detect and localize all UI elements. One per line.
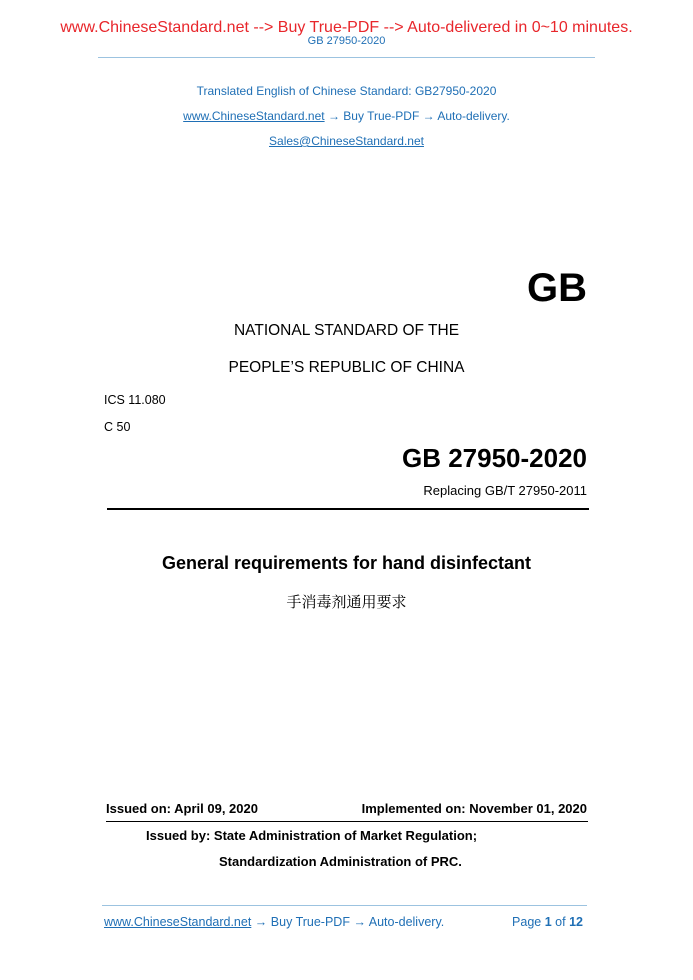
page-of: of bbox=[555, 915, 566, 929]
site-link[interactable]: www.ChineseStandard.net bbox=[183, 109, 325, 123]
implemented-on: Implemented on: November 01, 2020 bbox=[361, 801, 587, 816]
promo-banner[interactable]: www.ChineseStandard.net --> Buy True-PDF --> Auto-delivered in 0~10 minutes. bbox=[60, 19, 633, 36]
page-total: 12 bbox=[569, 915, 583, 929]
footer-site-link[interactable]: www.ChineseStandard.net bbox=[104, 915, 252, 929]
page-current: 1 bbox=[544, 915, 552, 929]
footer-auto-delivery-text: Auto-delivery. bbox=[368, 915, 445, 929]
arrow-right-icon: → bbox=[422, 109, 435, 123]
document-title-chinese: 手消毒剂通用要求 bbox=[286, 593, 407, 611]
issued-on: Issued on: April 09, 2020 bbox=[106, 801, 258, 816]
promo-line bbox=[0, 109, 693, 123]
document-title: General requirements for hand disinfectant bbox=[161, 553, 532, 573]
standard-number: GB 27950-2020 bbox=[401, 443, 587, 473]
ics-code: ICS 11.080 bbox=[104, 393, 166, 407]
ccs-code: C 50 bbox=[104, 420, 131, 434]
footer-promo bbox=[104, 915, 444, 929]
arrow-right-icon: → bbox=[353, 915, 366, 929]
header-divider bbox=[98, 57, 595, 58]
arrow-right-icon: → bbox=[254, 915, 268, 929]
footer-divider bbox=[102, 905, 587, 906]
sales-email-link[interactable]: Sales@ChineseStandard.net bbox=[269, 134, 424, 148]
national-standard-line1: NATIONAL STANDARD OF THE bbox=[233, 322, 460, 339]
arrow-right-icon: → bbox=[327, 109, 340, 123]
footer-buy-text: Buy True-PDF bbox=[270, 915, 350, 929]
replacing-note: Replacing GB/T 27950-2011 bbox=[423, 483, 587, 498]
issue-divider bbox=[106, 821, 588, 822]
title-divider bbox=[107, 508, 589, 510]
national-standard-line2: PEOPLE’S REPUBLIC OF CHINA bbox=[228, 359, 465, 376]
auto-delivery-text: Auto-delivery. bbox=[437, 109, 510, 123]
page-label: Page bbox=[512, 915, 542, 929]
translation-note: Translated English of Chinese Standard: GB27950-2020 bbox=[196, 84, 497, 98]
page-indicator bbox=[512, 915, 583, 929]
buy-pdf-text: Buy True-PDF bbox=[343, 109, 420, 123]
running-header: GB 27950-2020 bbox=[307, 35, 386, 47]
email-line bbox=[0, 134, 693, 148]
issued-by-line2: Standardization Administration of PRC. bbox=[219, 854, 462, 869]
gb-mark: GB bbox=[527, 266, 587, 310]
issued-by-line1: Issued by: State Administration of Market Regulation; bbox=[146, 828, 478, 843]
